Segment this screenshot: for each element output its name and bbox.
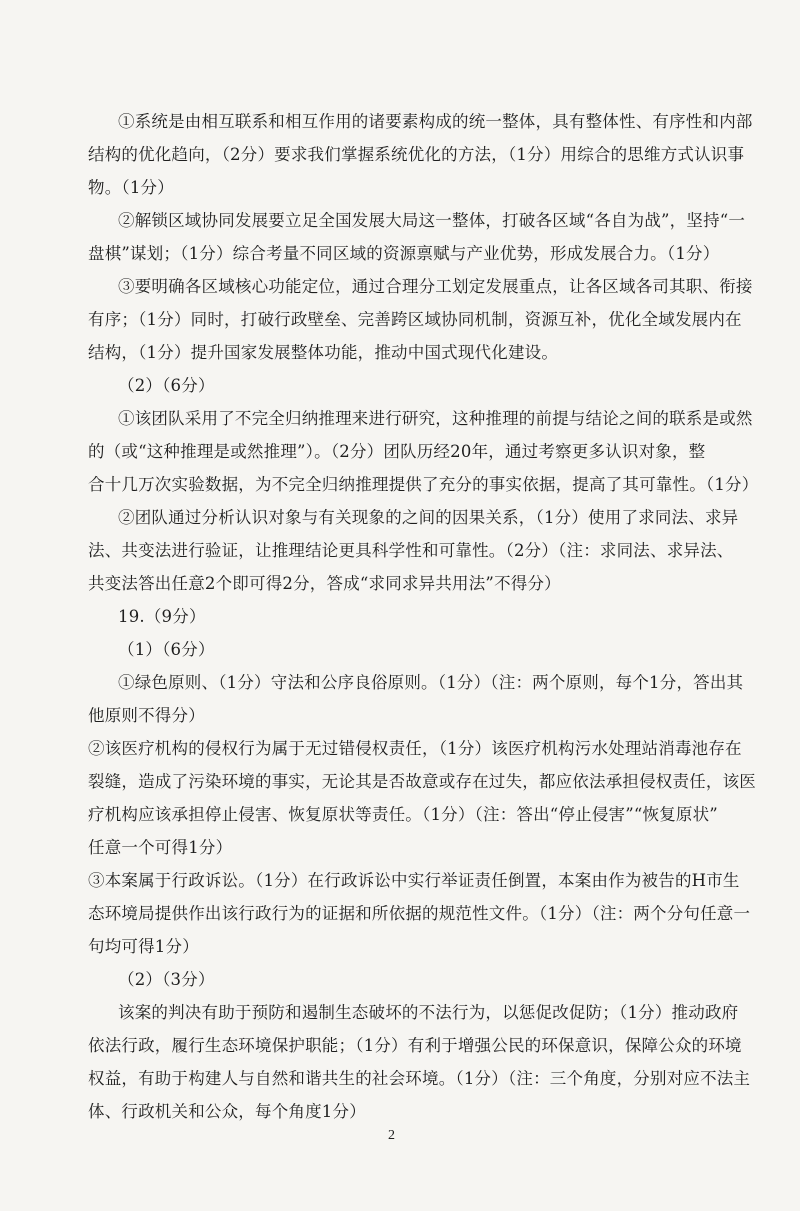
text-line: 态环境局提供作出该行政行为的证据和所依据的规范性文件。（1分）（注：两个分句任意一 — [88, 904, 751, 923]
text-line: （1）（6分） — [118, 640, 215, 659]
text-line: 结构的优化趋向，（2分）要求我们掌握系统优化的方法，（1分）用综合的思维方式认识事 — [88, 145, 745, 164]
text-line: 依法行政，履行生态环境保护职能；（1分）有利于增强公民的环保意识，保障公众的环境 — [88, 1036, 742, 1055]
text-line: 合十几万次实验数据，为不完全归纳推理提供了充分的事实依据，提高了其可靠性。（1分） — [88, 475, 759, 494]
text-line: （2）（3分） — [118, 970, 215, 989]
text-line: （2）（6分） — [118, 376, 215, 395]
text-line: ①该团队采用了不完全归纳推理来进行研究，这种推理的前提与结论之间的联系是或然 — [118, 409, 753, 428]
text-line: 结构，（1分）提升国家发展整体功能，推动中国式现代化建设。 — [88, 343, 559, 362]
text-line: 任意一个可得1分） — [88, 838, 233, 857]
text-line: 体、行政机关和公众，每个角度1分） — [88, 1102, 366, 1121]
text-line: 物。（1分） — [88, 178, 174, 197]
text-line: 句均可得1分） — [88, 937, 199, 956]
text-line: 权益，有助于构建人与自然和谐共生的社会环境。（1分）（注：三个角度，分别对应不法主 — [88, 1069, 751, 1088]
text-line: 共变法答出任意2个即可得2分，答成“求同求异共用法”不得分） — [88, 574, 561, 593]
text-line: 裂缝，造成了污染环境的事实，无论其是否故意或存在过失，都应依法承担侵权责任，该医 — [88, 772, 756, 791]
text-line: 法、共变法进行验证，让推理结论更具科学性和可靠性。（2分）（注：求同法、求异法、 — [88, 541, 734, 560]
text-line: 有序；（1分）同时，打破行政壁垒、完善跨区域协同机制，资源互补，优化全域发展内在 — [88, 310, 742, 329]
page-number: 2 — [388, 1128, 395, 1143]
text-line: ①系统是由相互联系和相互作用的诸要素构成的统一整体，具有整体性、有序性和内部 — [118, 112, 753, 131]
text-line: ②团队通过分析认识对象与有关现象的之间的因果关系，（1分）使用了求同法、求异 — [118, 508, 739, 527]
text-line: 该案的判决有助于预防和遏制生态破坏的不法行为，以惩促改促防；（1分）推动政府 — [118, 1003, 739, 1022]
text-line: ②该医疗机构的侵权行为属于无过错侵权责任，（1分）该医疗机构污水处理站消毒池存在 — [88, 739, 742, 758]
text-line: ①绿色原则、（1分）守法和公序良俗原则。（1分）（注：两个原则，每个1分，答出其 — [118, 673, 744, 692]
text-line: 19.（9分） — [118, 607, 206, 626]
text-line: 他原则不得分） — [88, 706, 205, 725]
text-line: ②解锁区域协同发展要立足全国发展大局这一整体，打破各区域“各自为战”，坚持“一 — [118, 211, 746, 230]
text-line: 的（或“这种推理是或然推理”）。（2分）团队历经20年，通过考察更多认识对象，整 — [88, 442, 706, 461]
text-line: 盘棋”谋划；（1分）综合考量不同区域的资源禀赋与产业优势，形成发展合力。（1分） — [88, 244, 720, 263]
text-line: ③要明确各区域核心功能定位，通过合理分工划定发展重点，让各区域各司其职、衔接 — [118, 277, 753, 296]
text-line: 疗机构应该承担停止侵害、恢复原状等责任。（1分）（注：答出“停止侵害”“恢复原状” — [88, 805, 718, 824]
text-line: ③本案属于行政诉讼。（1分）在行政诉讼中实行举证责任倒置，本案由作为被告的H市生 — [88, 871, 740, 890]
